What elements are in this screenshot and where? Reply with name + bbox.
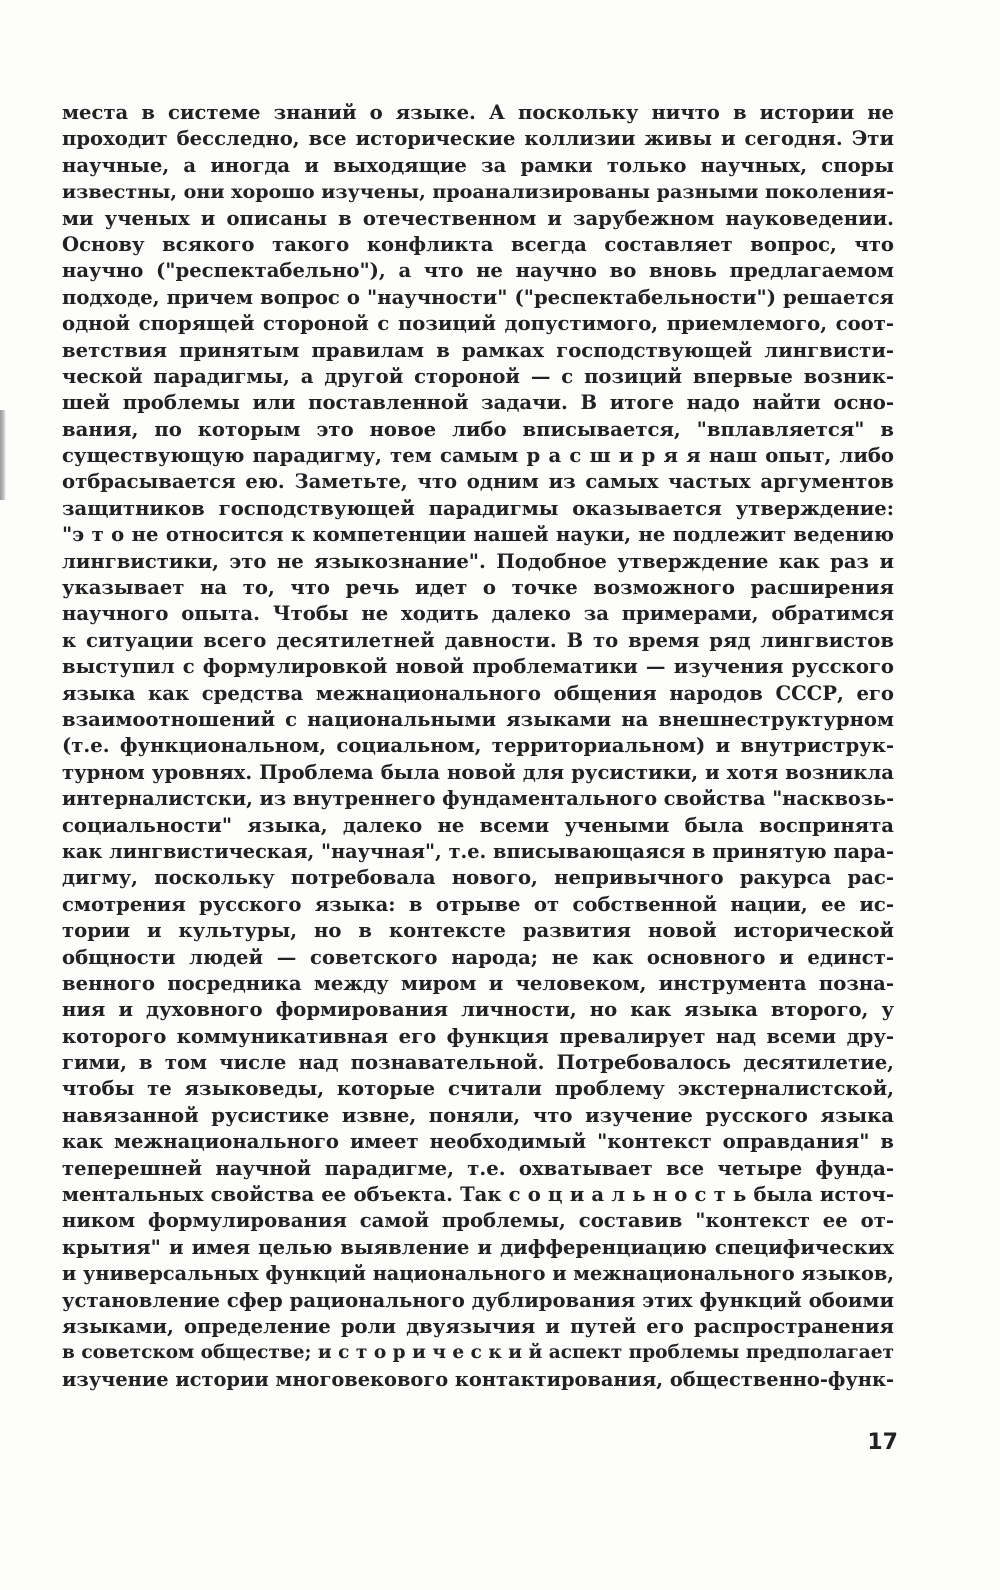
text-line: гими, в том числе над познавательной. Потребовалось десятилетие,: [62, 1051, 894, 1075]
text-line: шей проблемы или поставленной задачи. В итоге надо найти осно-: [62, 391, 894, 415]
text-line: одной спорящей стороной с позиций допустимого, приемлемого, соот-: [62, 312, 894, 336]
text-line: которого коммуникативная его функция превалирует над всеми дру-: [62, 1024, 894, 1048]
text-line: интерналистски, из внутреннего фундаментального свойства "насквозь-: [62, 787, 894, 811]
text-line: изучение истории многовекового контактирования, общественно-функ-: [62, 1367, 894, 1391]
text-line: к ситуации всего десятилетней давности. В то время ряд лингвистов: [62, 628, 894, 652]
text-line: и универсальных функций национального и межнационального языков,: [62, 1262, 894, 1286]
text-line: ником формулирования самой проблемы, составив "контекст ее от-: [62, 1209, 894, 1233]
text-line: тории и культуры, но в контексте развития новой исторической: [62, 919, 894, 943]
text-line: "э т о не относится к компетенции нашей науки, не подлежит ведению: [62, 523, 894, 547]
text-line: как межнационального имеет необходимый "контекст оправдания" в: [62, 1130, 894, 1154]
text-line: подходе, причем вопрос о "научности" ("респектабельности") решается: [62, 285, 894, 309]
text-line: смотрения русского языка: в отрыве от собственной нации, ее ис-: [62, 892, 894, 916]
text-line: ментальных свойства ее объекта. Так с о ц и а л ь н о с т ь была источ-: [62, 1183, 894, 1207]
text-line: языка как средства межнационального общения народов СССР, его: [62, 681, 894, 705]
text-line: указывает на то, что речь идет о точке возможного расширения: [62, 576, 894, 600]
text-line: турном уровнях. Проблема была новой для русистики, и хотя возникла: [62, 760, 894, 784]
text-line: выступил с формулировкой новой проблематики — изучения русского: [62, 655, 894, 679]
text-line: проходит бесследно, все исторические коллизии живы и сегодня. Эти: [62, 127, 894, 151]
text-line: венного посредника между миром и человеком, инструмента позна-: [62, 971, 894, 995]
text-line: общности людей — советского народа; не как основного и единст-: [62, 945, 894, 969]
text-line: дигму, поскольку потребовала нового, непривычного ракурса рас-: [62, 866, 894, 890]
text-line: научно ("респектабельно"), а что не научно во вновь предлагаемом: [62, 259, 894, 283]
text-line: крытия" и имея целью выявление и дифференциацию специфических: [62, 1235, 894, 1259]
text-line: чтобы те языковеды, которые считали проблему экстерналистской,: [62, 1077, 894, 1101]
text-line: отбрасывается ею. Заметьте, что одним из самых частых аргументов: [62, 470, 894, 494]
text-line: места в системе знаний о языке. А поскольку ничто в истории не: [62, 101, 894, 124]
text-line: ветствия принятым правилам в рамках господствующей лингвисти-: [62, 338, 894, 362]
text-line: установление сфер рационального дублирования этих функций обоими: [62, 1288, 894, 1312]
text-line: научные, а иногда и выходящие за рамки только научных, споры: [62, 153, 894, 177]
scan-edge-shadow: [0, 410, 6, 500]
text-line: защитников господствующей парадигмы оказывается утверждение:: [62, 496, 894, 520]
text-line: ния и духовного формирования личности, но как языка второго, у: [62, 998, 894, 1022]
text-line: научного опыта. Чтобы не ходить далеко за примерами, обратимся: [62, 602, 894, 626]
text-line: известны, они хорошо изучены, проанализированы разными поколения-: [62, 180, 894, 204]
text-line: навязанной русистике извне, поняли, что изучение русского языка: [62, 1103, 894, 1127]
text-line: теперешней научной парадигме, т.е. охватывает все четыре фунда-: [62, 1156, 894, 1180]
text-line: как лингвистическая, "научная", т.е. вписывающаяся в принятую пара-: [62, 839, 894, 863]
text-line: языками, определение роли двуязычия и путей его распространения: [62, 1314, 894, 1338]
body-text: [62, 100, 894, 1393]
page-number: 17: [867, 1430, 898, 1455]
text-line: лингвистики, это не языкознание". Подобное утверждение как раз и: [62, 549, 894, 573]
text-line: в советском обществе; и с т о р и ч е с к и й аспект проблемы предполагает: [62, 1342, 894, 1364]
text-line: Основу всякого такого конфликта всегда составляет вопрос, что: [62, 232, 894, 256]
text-line: вания, по которым это новое либо вписывается, "вплавляется" в: [62, 417, 894, 441]
text-line: социальности" языка, далеко не всеми учеными была воспринята: [62, 813, 894, 837]
text-line: взаимоотношений с национальными языками на внешнеструктурном: [62, 707, 894, 731]
text-line: существующую парадигму, тем самым р а с ш и р я я наш опыт, либо: [62, 444, 894, 468]
text-line: ми ученых и описаны в отечественном и зарубежном науковедении.: [62, 206, 894, 230]
text-line: (т.е. функциональном, социальном, территориальном) и внутриструк-: [62, 734, 894, 758]
text-line: ческой парадигмы, а другой стороной — с позиций впервые возник-: [62, 364, 894, 388]
